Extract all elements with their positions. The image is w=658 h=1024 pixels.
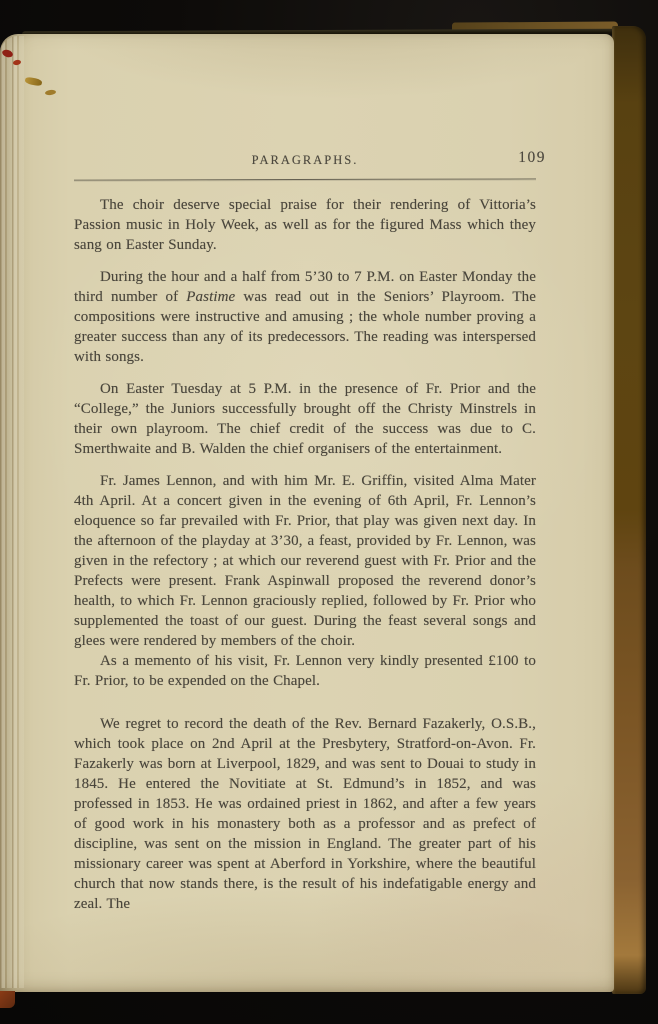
- pastime-title-italic: Pastime: [186, 289, 236, 305]
- paragraph-choir-praise: The choir deserve special praise for their rendering of Vittoria’s Passion music in Holy Week, as well as for the figured Mass which they sang on Easter Sunday.: [74, 197, 536, 253]
- paragraph-pastime-reading: [74, 267, 536, 367]
- page-content: [74, 149, 546, 914]
- running-header: PARAGRAPHS.: [251, 153, 359, 167]
- paragraph-fazakerly-obituary: We regret to record the death of the Rev. Bernard Fazakerly, O.S.B., which took place on 2nd April at the Presbytery, Stratford-on-Avon. Fr. Fazakerly was born at Liverpool, 1829, and was sent to Douai to study in 1845. He entered the Novitiate at St. Edmund’s in 1852, and was professed in 1853. He was ordained priest in 1862, and after a few years of good work in his monastery both as a professor and as prefect of discipline, was sent on the mission in England. The greater part of his missionary career was spent at Aberford in Yorkshire, where the beautiful church that now stands there, is the result of his indefatigable energy and zeal. The: [74, 716, 536, 912]
- page-gutter-edges: [0, 36, 24, 988]
- book-page: [0, 34, 614, 992]
- paragraph-lennon-visit: Fr. James Lennon, and with him Mr. E. Griffin, visited Alma Mater 4th April. At a concert given in the evening of 6th April, Fr. Lennon’s eloquence so far prevailed with Fr. Prior, that play was given next day. In the afternoon of the playday at 3’30, a feast, provided by Fr. Lennon, was given in the refectory ; at which our reverend guest with Fr. Prior and the Prefects were present. Frank Aspinwall proposed the reverend donor’s health, to which Fr. Lennon graciously replied, followed by Fr. Prior who supplemented the toast of our guest. During the feast several songs and glees were rendered by members of the choir.: [74, 473, 536, 649]
- paragraph-christy-minstrels: On Easter Tuesday at 5 P.M. in the presence of Fr. Prior and the “College,” the Juniors successfully brought off the Christy Minstrels in their own playroom. The chief credit of the success was due to C. Smerthwaite and B. Walden the chief organisers of the entertainment.: [74, 381, 536, 457]
- binding-corner-fragment: [0, 991, 15, 1008]
- page-number: 109: [518, 149, 546, 166]
- paragraph-memento-gift: As a memento of his visit, Fr. Lennon very kindly presented £100 to Fr. Prior, to be expended on the Chapel.: [74, 653, 536, 689]
- page-header: [74, 149, 546, 170]
- paragraph-text: During the hour and a half from 5’30 to 7 P.M. on Easter Monday the third number of: [74, 269, 536, 305]
- paragraph-text: was read out in the Seniors’ Playroom. The compositions were instructive and amusing ; the whole number proving a greater success than any of its predecessors. The reading was interspersed with songs.: [74, 289, 537, 365]
- binding-wear-speck: [24, 76, 42, 86]
- header-rule: [74, 178, 536, 180]
- book-cover-edge-right: [612, 26, 646, 994]
- binding-wear-speck: [45, 89, 57, 95]
